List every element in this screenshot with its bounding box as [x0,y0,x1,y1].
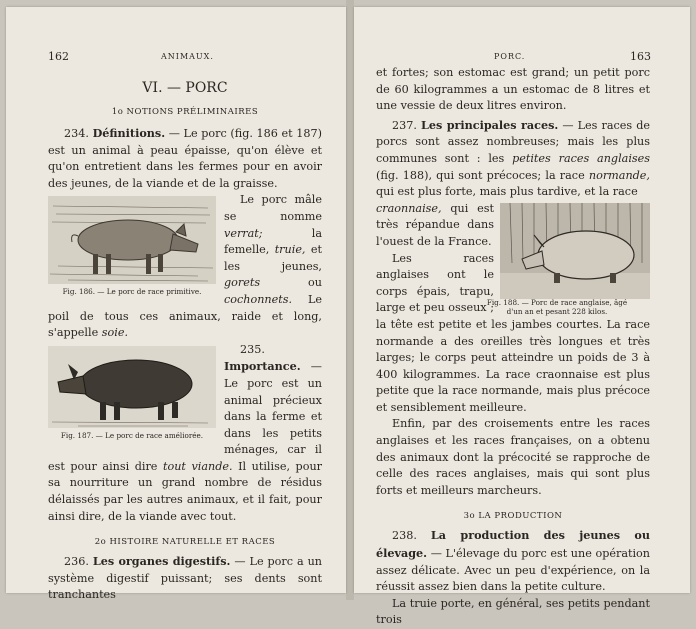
figure-186-caption: Fig. 186. — Le porc de race primitive. [62,287,202,297]
paragraph-238b: La truie porte, en général, ses petits pendant trois [376,596,650,627]
term-normande: normande, [588,168,650,182]
term-soie: soie. [101,326,128,340]
text-female: la femelle, [224,226,322,257]
paragraph-236-number: 236. [64,555,89,569]
term-tout-viande: tout viande. [162,459,233,473]
figure-188 [500,203,650,299]
section-heading-1: 1o NOTIONS PRÉLIMINAIRES [111,107,259,117]
pig-english-illustration [500,203,650,299]
pig-improved-illustration [48,346,216,428]
term-truie: truie, [274,243,306,257]
paragraph-237-text-e: Les races anglaises ont le corps épais, trapu, large et peu osseux ; la tête est petite et les jambes courtes. La race normande a des oreilles très longues et très larges; le corps peut atteindre un poids de 3 à 400 kilogrammes. La race craonnaise est plus petite que la race normande, mais plus précoce et sensiblement meilleure. [376,251,650,414]
section-heading-2: 2o HISTOIRE NATURELLE ET RACES [94,537,276,548]
left-body [48,79,322,604]
paragraph-234-heading: Définitions. [92,126,166,140]
book-gutter [346,0,354,600]
text-or: ou [260,276,322,290]
paragraph-238-text-a: — L'élevage du porc est une opération assez délicate. Avec un peu d'expérience, on la réussit assez bien dans la petite culture. [376,547,651,594]
figure-187 [48,346,216,440]
term-cochonnets: cochonnets. [224,292,293,306]
paragraph-235-heading: Importance. [224,359,301,374]
pig-primitive-illustration [48,196,216,284]
paragraph-236 [48,553,322,604]
term-craonnaise: craonnaise, [376,201,442,215]
term-petites-races: petites races anglaises [512,151,650,165]
figure-188-caption: Fig. 188. — Porc de race anglaise, âgé d'un an et pesant 228 kilos. [486,298,628,316]
paragraph-234-text-a: — Le porc (fig. 186 et 187) est un animal à peau épaisse, qu'on élève et qu'on entretient dans les fermes pour en avoir des jeunes, de la viande et de la graisse. [48,127,323,190]
paragraph-237-crosses: Enfin, par des croisements entre les races anglaises et les races françaises, on a obtenu des animaux dont la précocité se rapproche de celle des races anglaises, mais qui sont plus forts et meilleurs marcheurs. [376,417,650,497]
right-body [376,65,650,629]
left-page [6,7,346,602]
paragraph-237-text-a: — Les races de porcs sont assez nombreuses; mais les plus communes sont : les [376,118,650,165]
paragraph-234-number: 234. [64,127,89,140]
paragraph-238-number: 238. [392,529,417,543]
paragraph-237-heading: Les principales races. [421,117,559,132]
running-head-right: PORC. [494,52,526,61]
paragraph-236-heading: Les organes digestifs. [92,554,231,569]
paragraph-234 [48,125,322,192]
figure-186 [48,196,216,296]
text-bristle: Le poil de tous ces animaux, raide et long, s'appelle [48,292,322,340]
right-page [354,7,690,627]
figure-187-caption: Fig. 187. — Le porc de race améliorée. [60,430,204,440]
term-gorets: gorets [224,276,261,290]
paragraph-237-text-c: qui est plus forte, mais plus tardive, et la race [376,185,638,199]
chapter-title: VI. — PORC [142,80,228,96]
term-verrat: verrat; [224,226,263,240]
text-male: Le porc mâle se nomme [224,193,322,223]
paragraph-237-text-d: qui est très répandue dans l'ouest de la France. [376,201,494,248]
paragraph-236-text: — Le porc a un système digestif puissant; ses dents sont tranchantes [48,555,322,602]
page-number-left: 162 [48,50,69,63]
text-young: et les jeunes, [224,243,322,273]
page-number-right: 163 [630,50,651,63]
continuation-text: et fortes; son estomac est grand; un petit porc de 60 kilogrammes a un estomac de 8 litres et une vessie de deux litres environ. [376,66,650,113]
paragraph-235-number: 235. [240,342,265,356]
running-head-left: ANIMAUX. [161,52,214,61]
paragraph-237-number: 237. [392,118,417,132]
paragraph-237 [376,117,650,201]
paragraph-238 [376,527,650,595]
paragraph-235-text-a: — Le porc est un animal précieux dans la ferme et dans les petits ménages, car il est pour ainsi dire [48,360,322,473]
section-heading-3: 3o LA PRODUCTION [463,511,563,522]
paragraph-235-text-b: Il utilise, pour sa nourriture un grand nombre de résidus délaissés par les autres animaux, et il fait, pour ainsi dire, de la viande avec tout. [48,459,322,523]
paragraph-237-text-b: (fig. 188), qui sont précoces; la race [376,168,589,182]
paragraph-238-heading: La production des jeunes ou élevage. [376,528,650,561]
